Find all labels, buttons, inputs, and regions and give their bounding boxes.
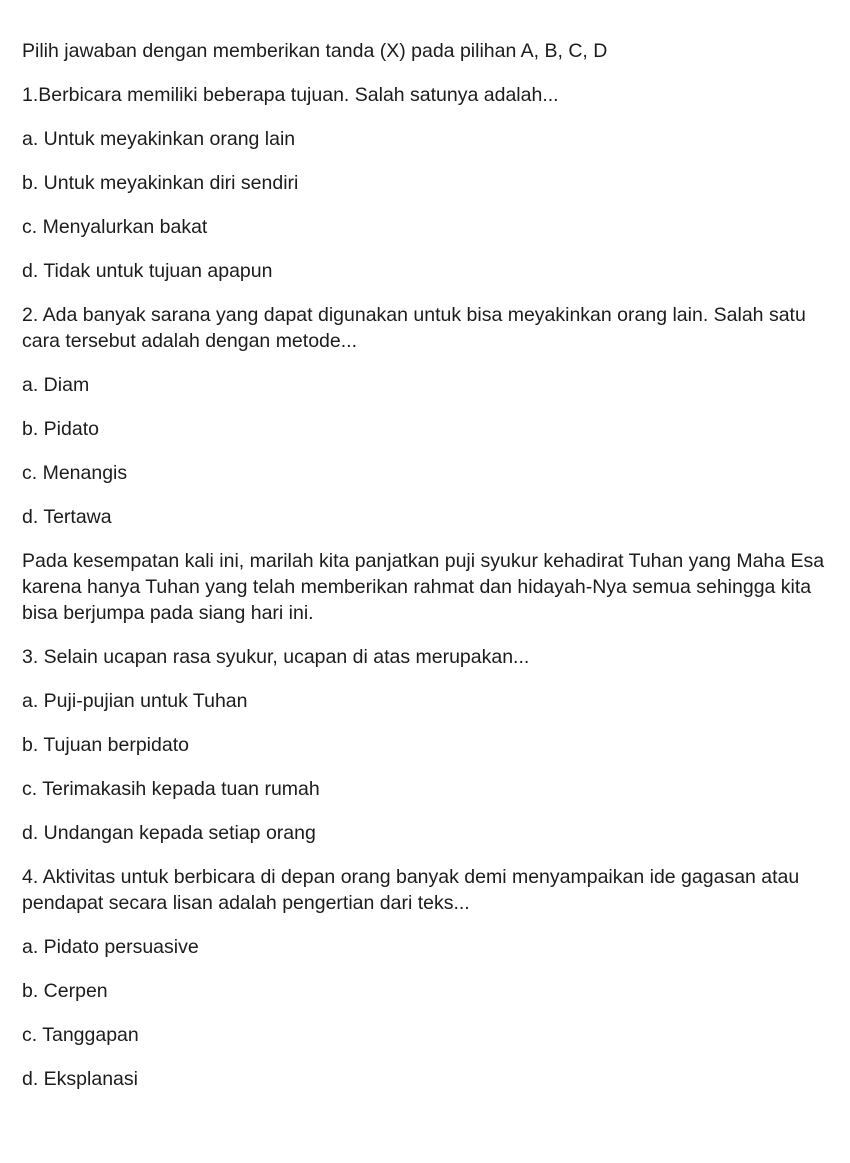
instruction: Pilih jawaban dengan memberikan tanda (X) pada pilihan A, B, C, D [22, 40, 608, 62]
question-3-option-c: c. Terimakasih kepada tuan rumah [22, 778, 320, 800]
question-4-text: 4. Aktivitas untuk berbicara di depan orang banyak demi menyampaikan ide gagasan atau pendapat secara lisan adalah pengertian dari teks... [22, 866, 800, 914]
question-3-option-b: b. Tujuan berpidato [22, 734, 189, 756]
question-1-option-b: b. Untuk meyakinkan diri sendiri [22, 172, 299, 194]
question-2-option-d: d. Tertawa [22, 506, 112, 528]
question-4-option-c: c. Tanggapan [22, 1024, 139, 1046]
question-1-option-d: d. Tidak untuk tujuan apapun [22, 260, 273, 282]
question-3-text: 3. Selain ucapan rasa syukur, ucapan di atas merupakan... [22, 646, 530, 668]
question-2-option-a: a. Diam [22, 374, 90, 396]
question-3 [22, 644, 828, 846]
question-1-text: 1.Berbicara memiliki beberapa tujuan. Salah satunya adalah... [22, 84, 559, 106]
question-2-text: 2. Ada banyak sarana yang dapat digunakan untuk bisa meyakinkan orang lain. Salah satu cara tersebut adalah dengan metode... [22, 304, 806, 352]
question-2-option-b: b. Pidato [22, 418, 99, 440]
passage: Pada kesempatan kali ini, marilah kita panjatkan puji syukur kehadirat Tuhan yang Maha Esa karena hanya Tuhan yang telah memberikan rahmat dan hidayah-Nya semua sehingga kita bisa berjumpa pada siang hari ini. [22, 550, 825, 624]
question-2 [22, 302, 828, 530]
worksheet [22, 38, 828, 1110]
question-2-option-c: c. Menangis [22, 462, 128, 484]
question-4 [22, 864, 828, 1092]
question-3-option-a: a. Puji-pujian untuk Tuhan [22, 690, 248, 712]
question-4-option-b: b. Cerpen [22, 980, 108, 1002]
question-1-option-c: c. Menyalurkan bakat [22, 216, 208, 238]
question-4-option-d: d. Eksplanasi [22, 1068, 138, 1090]
question-1 [22, 82, 828, 284]
question-1-option-a: a. Untuk meyakinkan orang lain [22, 128, 296, 150]
question-4-option-a: a. Pidato persuasive [22, 936, 199, 958]
question-3-option-d: d. Undangan kepada setiap orang [22, 822, 316, 844]
